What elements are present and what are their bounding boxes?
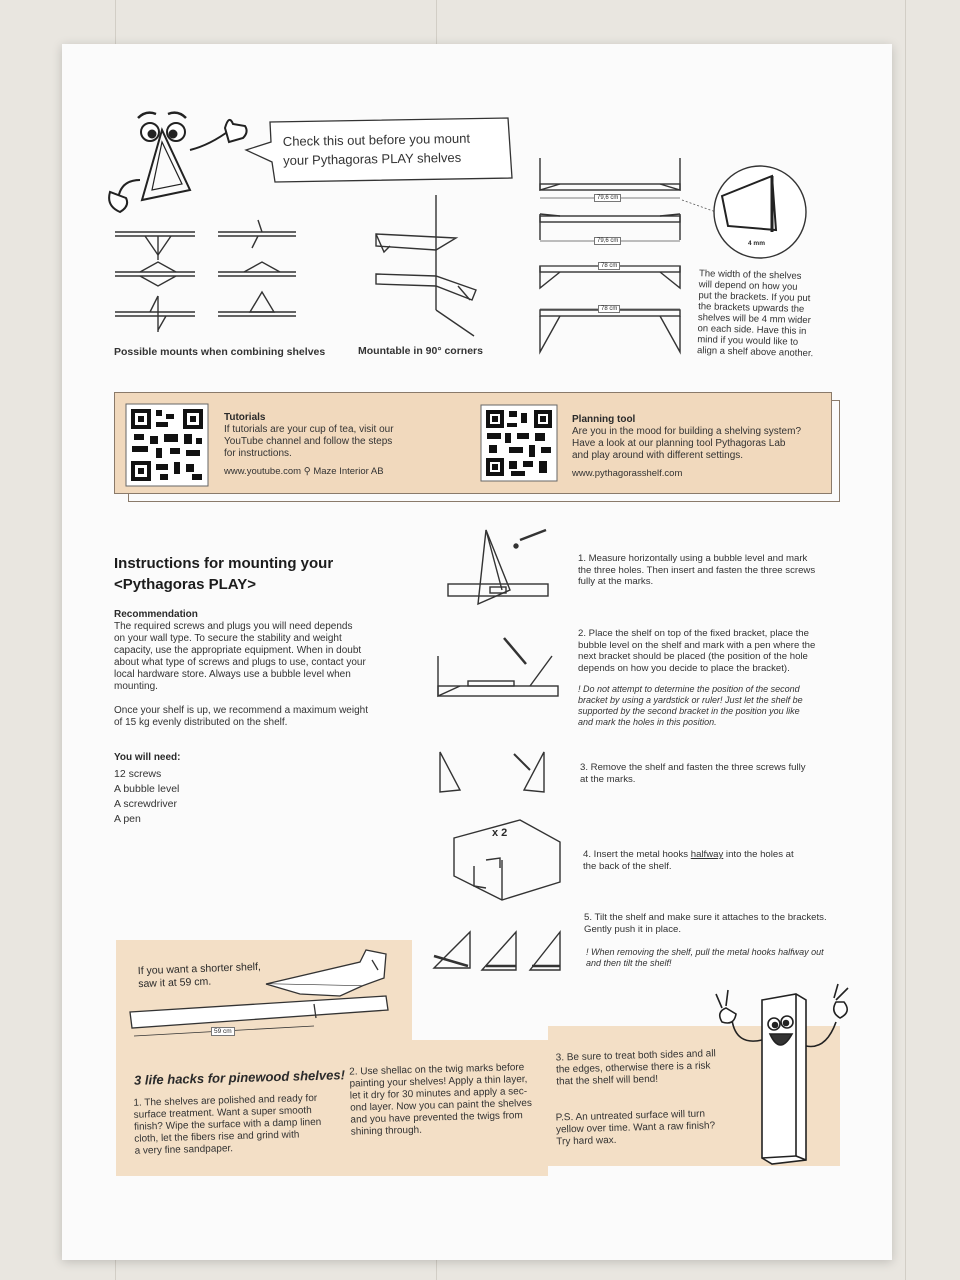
detail-dim-label: 4 mm bbox=[748, 240, 765, 247]
step-1: 1. Measure horizontally using a bubble level and mark the three holes. Then insert and fasten the three screws fully at the marks. bbox=[578, 553, 816, 587]
saw-dim-label: 59 cm bbox=[211, 1027, 235, 1036]
youtube-link[interactable]: www.youtube.com ⚲ Maze Interior AB bbox=[224, 466, 384, 477]
need-item: 12 screws bbox=[114, 768, 162, 780]
dim-label-1: 79,6 cm bbox=[594, 194, 621, 202]
planning-title: Planning tool bbox=[572, 414, 636, 425]
need-item: A bubble level bbox=[114, 783, 180, 795]
instructions-column: Instructions for mounting your <Pythagoras PLAY> Recommendation The required screws and plugs you will need depends on your wall type. To secure the stability and weight capacity, use the appropriate equipment. When in doubt about what type of screws and plugs to use, contact your local hardware store. Always use a bubble level when mounting. Once your shelf is up, we recommend a maximum weight of 15 kg evenly distributed on the shelf. You will need: 12 screws A bubble level A screwdriver A pen bbox=[114, 553, 394, 827]
step-2-note: ! Do not attempt to determine the position of the second bracket by using a yardstick or ruler! Just let the shelf be supported by the second bracket in the position you like and mark the holes in this position. bbox=[578, 684, 803, 727]
tutorials-title: Tutorials bbox=[224, 412, 266, 423]
step-5: 5. Tilt the shelf and make sure it attaches to the brackets. Gently push it in place. bbox=[584, 912, 827, 935]
you-will-need-title: You will need: bbox=[114, 752, 181, 763]
life-hacks-title: 3 life hacks for pinewood shelves! bbox=[133, 1067, 346, 1088]
life-hack-2: 2. Use shellac on the twig marks before painting your shelves! Apply a thin layer, let it dry for 30 minutes and apply a sec- ond layer. Now you can paint the shelves and you have prevented the twigs from shining through. bbox=[349, 1062, 533, 1138]
caption-mounts: Possible mounts when combining shelves bbox=[114, 346, 326, 358]
step-5-note: ! When removing the shelf, pull the metal hooks halfway out and then tilt the shelf! bbox=[586, 947, 824, 968]
need-item: A pen bbox=[114, 813, 141, 825]
speech-line-1: Check this out before you mount bbox=[282, 130, 471, 149]
speech-line-2: your Pythagoras PLAY shelves bbox=[283, 149, 462, 168]
times-two-label: x 2 bbox=[492, 827, 508, 839]
dim-label-2: 79,6 cm bbox=[594, 237, 621, 245]
dim-label-3: 78 cm bbox=[598, 262, 620, 270]
instructions-title-1: Instructions for mounting your bbox=[114, 555, 334, 572]
instructions-title-2: <Pythagoras PLAY> bbox=[114, 576, 257, 593]
step-4: 4. Insert the metal hooks halfway into the holes at the back of the shelf. bbox=[583, 849, 794, 872]
caption-corners: Mountable in 90° corners bbox=[358, 345, 483, 357]
life-hack-ps: P.S. An untreated surface will turn yellow over time. Want a raw finish? Try hard wax. bbox=[555, 1108, 716, 1148]
planning-link[interactable]: www.pythagorasshelf.com bbox=[572, 468, 683, 479]
recommendation-title: Recommendation bbox=[114, 609, 198, 620]
width-note: The width of the shelves will depend on how you put the brackets. If you put the brackets upwards the shelves will be 4 mm wider on each side. Have this in mind if you would like to align a shelf above another. bbox=[696, 268, 814, 360]
step-2: 2. Place the shelf on top of the fixed bracket, place the bubble level on the shelf and mark with a pen where the next bracket should be placed (the position of the hole depends on how you decide to place the bracket). bbox=[578, 628, 816, 674]
need-item: A screwdriver bbox=[114, 798, 178, 810]
planning-block: Planning tool Are you in the mood for building a shelving system? Have a look at our planning tool Pythagoras Lab and play around with different settings. www.pythagorasshelf.com bbox=[572, 413, 822, 480]
search-icon: ⚲ bbox=[303, 466, 311, 477]
life-hack-3: 3. Be sure to treat both sides and all the edges, otherwise there is a risk that the shelf will bend! bbox=[555, 1048, 716, 1088]
dim-label-4: 78 cm bbox=[598, 305, 620, 313]
life-hack-1: 1. The shelves are polished and ready for surface treatment. Want a super smooth finish? Wipe the surface with a damp linen cloth, let the fibers rise and grind with a very fine sandpaper. bbox=[133, 1092, 322, 1157]
saw-note: If you want a shorter shelf, saw it at 59 cm. bbox=[137, 960, 262, 991]
step-3: 3. Remove the shelf and fasten the three screws fully at the marks. bbox=[580, 762, 806, 785]
tutorials-block: Tutorials If tutorials are your cup of tea, visit our YouTube channel and follow the steps for instructions. www.youtube.com ⚲ Maze Interior AB bbox=[224, 411, 454, 478]
